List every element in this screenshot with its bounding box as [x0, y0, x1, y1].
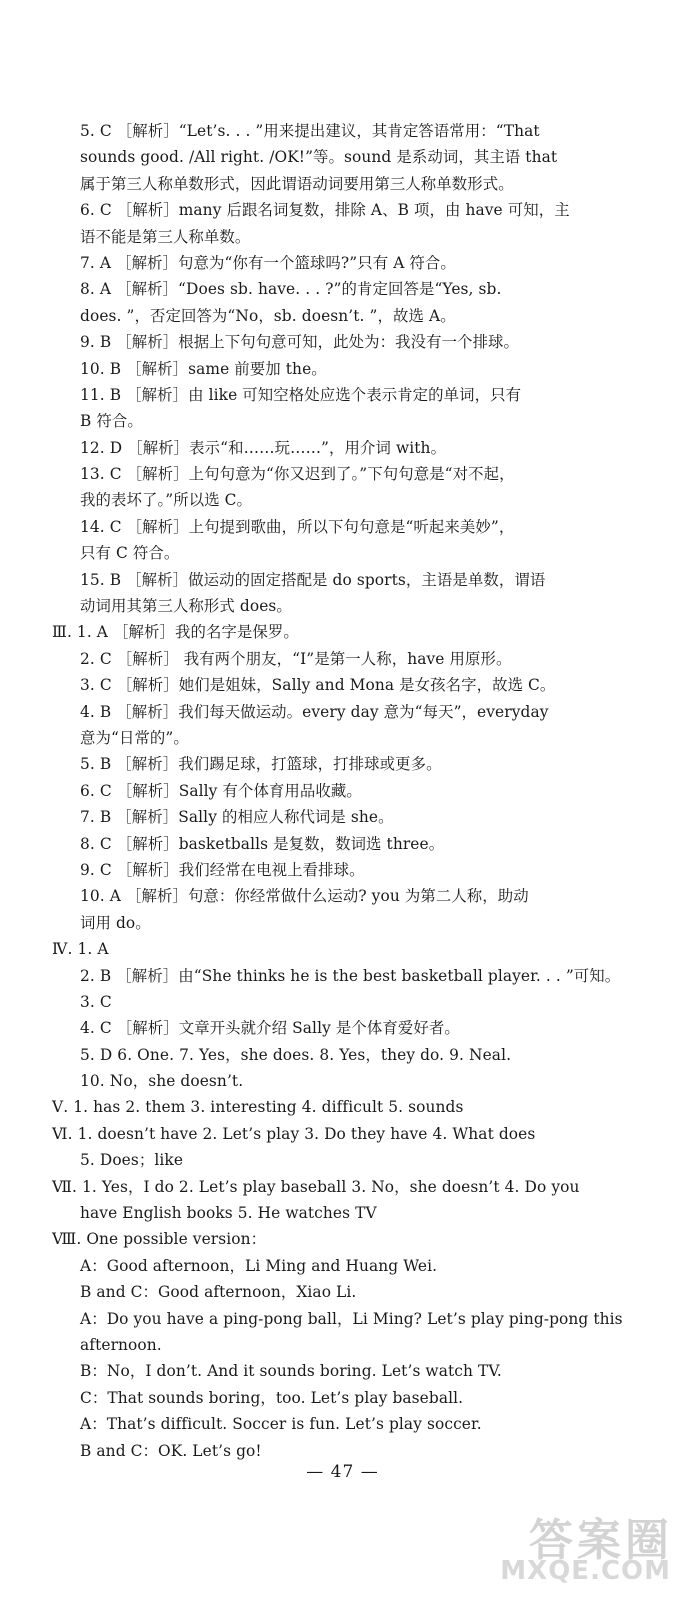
answer-line: [0, 540, 685, 566]
answer-line: [0, 646, 685, 672]
answer-line: [0, 1306, 685, 1332]
answer-line-text: 词用 do。: [80, 913, 151, 932]
answer-line: [0, 831, 685, 857]
answer-line-text: 8. C ［解析］basketballs 是复数，数词选 three。: [80, 834, 445, 853]
answer-line: [0, 382, 685, 408]
answer-line: [0, 276, 685, 302]
answer-line-text: have English books 5. He watches TV: [80, 1204, 377, 1223]
answer-line-text: 15. B ［解析］做运动的固定搭配是 do sports，主语是单数，谓语: [80, 570, 546, 589]
answer-line: [0, 144, 685, 170]
answer-line: [0, 408, 685, 434]
answer-line-text: A：That’s difficult. Soccer is fun. Let’s play soccer.: [80, 1415, 482, 1434]
answer-line-text: does. ”，否定回答为“No，sb. doesn’t. ”，故选 A。: [80, 306, 456, 325]
answer-line: [0, 224, 685, 250]
answer-line: [0, 1147, 685, 1173]
answer-line: [0, 197, 685, 223]
answer-line-text: 10. B ［解析］same 前要加 the。: [80, 359, 327, 378]
answer-line-text: 5. B ［解析］我们踢足球，打篮球，打排球或更多。: [80, 755, 442, 774]
answer-line-text: afternoon.: [80, 1335, 162, 1354]
answer-line-text: 3. C: [80, 992, 112, 1011]
answer-line: [0, 303, 685, 329]
site-watermark-logo: [443, 1504, 673, 1586]
answer-line-text: 9. C ［解析］我们经常在电视上看排球。: [80, 860, 365, 879]
watermark-url-text: MXQE.COM: [500, 1556, 671, 1586]
answer-line: [0, 910, 685, 936]
answer-line-text: 属于第三人称单数形式，因此谓语动词要用第三人称单数形式。: [80, 174, 514, 193]
answer-line-text: 动词用其第三人称形式 does。: [80, 597, 292, 616]
answer-line: [0, 118, 685, 144]
watermark-logo-text: 答案圈: [529, 1515, 673, 1566]
answer-line: [0, 1253, 685, 1279]
answer-line: [0, 435, 685, 461]
answer-line-text: 4. B ［解析］我们每天做运动。every day 意为“每天”，everyday: [80, 702, 549, 721]
answer-line-text: 12. D ［解析］表示“和……玩……”，用介词 with。: [80, 438, 447, 457]
answer-line: [0, 1200, 685, 1226]
answer-line-text: Ⅵ. 1. doesn’t have 2. Let’s play 3. Do they have 4. What does: [52, 1124, 536, 1143]
answer-line-text: 11. B ［解析］由 like 可知空格处应选个表示肯定的单词，只有: [80, 385, 522, 404]
answer-line: [0, 725, 685, 751]
answer-line-text: sounds good. /All right. /OK!”等。sound 是系动词，其主语 that: [80, 148, 558, 167]
answer-line-text: 6. C ［解析］many 后跟名词复数，排除 A、B 项，由 have 可知，主: [80, 201, 570, 220]
answer-line-text: Ⅷ. One possible version：: [52, 1230, 267, 1249]
answer-line-text: 4. C ［解析］文章开头就介绍 Sally 是个体育爱好者。: [80, 1019, 460, 1038]
answer-line: [0, 1332, 685, 1358]
answer-line-text: 5. C ［解析］“Let’s. . . ”用来提出建议，其肯定答语常用：“That: [80, 122, 540, 140]
answer-line: [0, 1068, 685, 1094]
answer-line: [0, 1438, 685, 1464]
answer-line: [0, 171, 685, 197]
answer-line-text: 语不能是第三人称单数。: [80, 227, 251, 246]
answer-line: [0, 936, 685, 962]
answer-line-text: B and C：OK. Let’s go!: [80, 1441, 262, 1460]
answer-line-text: 13. C ［解析］上句句意为“你又迟到了。”下句句意是“对不起，: [80, 465, 515, 484]
answer-line-text: C：That sounds boring，too. Let’s play baseball.: [80, 1388, 464, 1407]
answer-line-text: B 符合。: [80, 412, 143, 431]
answer-line: [0, 963, 685, 989]
answer-line-text: Ⅳ. 1. A: [52, 940, 109, 959]
answer-line: [0, 778, 685, 804]
answer-line: [0, 751, 685, 777]
answer-line: [0, 250, 685, 276]
answer-line: [0, 461, 685, 487]
answer-line: [0, 567, 685, 593]
answer-line-text: 只有 C 符合。: [80, 544, 180, 563]
answer-line: [0, 857, 685, 883]
answer-line: [0, 1121, 685, 1147]
answer-line-text: Ⅴ. 1. has 2. them 3. interesting 4. difficult 5. sounds: [52, 1098, 464, 1117]
answer-line: [0, 1279, 685, 1305]
answer-line: [0, 1042, 685, 1068]
answer-line: [0, 487, 685, 513]
answer-line-text: B and C：Good afternoon，Xiao Li.: [80, 1283, 357, 1302]
answer-line-text: 10. No，she doesn’t.: [80, 1072, 244, 1091]
answer-line: [0, 989, 685, 1015]
answer-line: [0, 672, 685, 698]
answer-line: [0, 619, 685, 645]
answer-line-text: 14. C ［解析］上句提到歌曲，所以下句句意是“听起来美妙”，: [80, 517, 515, 536]
answer-line-text: A：Do you have a ping-pong ball，Li Ming? Let’s play ping-pong this: [80, 1309, 623, 1328]
answer-line: [0, 883, 685, 909]
answer-line-text: 我的表坏了。”所以选 C。: [80, 491, 253, 510]
answer-line-text: B：No，I don’t. And it sounds boring. Let’s watch TV.: [80, 1362, 502, 1381]
answer-line: [0, 804, 685, 830]
answer-line-text: 3. C ［解析］她们是姐妹，Sally and Mona 是女孩名字，故选 C。: [80, 676, 556, 695]
answer-line-text: 2. C ［解析］ 我有两个朋友，“I”是第一人称，have 用原形。: [80, 649, 512, 668]
answer-line-text: 9. B ［解析］根据上下句句意可知，此处为：我没有一个排球。: [80, 333, 520, 352]
answer-line: [0, 1015, 685, 1041]
answer-line: [0, 1174, 685, 1200]
answer-line-text: 2. B ［解析］由“She thinks he is the best basketball player. . . ”可知。: [80, 966, 621, 985]
answer-line: [0, 329, 685, 355]
answer-line-text: 8. A ［解析］“Does sb. have. . . ?”的肯定回答是“Yes, sb.: [80, 280, 502, 299]
answer-line: [0, 1411, 685, 1437]
answer-line-text: Ⅶ. 1. Yes，I do 2. Let’s play baseball 3. No，she doesn’t 4. Do you: [52, 1177, 580, 1196]
answer-line: [0, 593, 685, 619]
answer-line-text: 7. A ［解析］句意为“你有一个篮球吗?”只有 A 符合。: [80, 253, 456, 272]
answer-line-text: 5. D 6. One. 7. Yes，she does. 8. Yes，they do. 9. Neal.: [80, 1045, 512, 1064]
answer-line-text: 6. C ［解析］Sally 有个体育用品收藏。: [80, 781, 362, 800]
answer-line-text: 10. A ［解析］句意：你经常做什么运动? you 为第二人称，助动: [80, 887, 529, 906]
answer-line: [0, 1226, 685, 1252]
answer-line-text: A：Good afternoon，Li Ming and Huang Wei.: [80, 1256, 438, 1275]
answer-line-text: 5. Does；like: [80, 1151, 184, 1170]
answer-line: [0, 1094, 685, 1120]
page-number: — 47 —: [306, 1462, 379, 1482]
answer-line: [0, 356, 685, 382]
answer-line: [0, 1358, 685, 1384]
answer-line: [0, 699, 685, 725]
answer-line: [0, 1385, 685, 1411]
answer-line: [0, 514, 685, 540]
answer-text-block: [0, 118, 685, 1464]
answer-line-text: 意为“日常的”。: [80, 728, 189, 747]
answer-line-text: 7. B ［解析］Sally 的相应人称代词是 she。: [80, 808, 394, 827]
answer-line-text: Ⅲ. 1. A ［解析］我的名字是保罗。: [52, 623, 299, 642]
